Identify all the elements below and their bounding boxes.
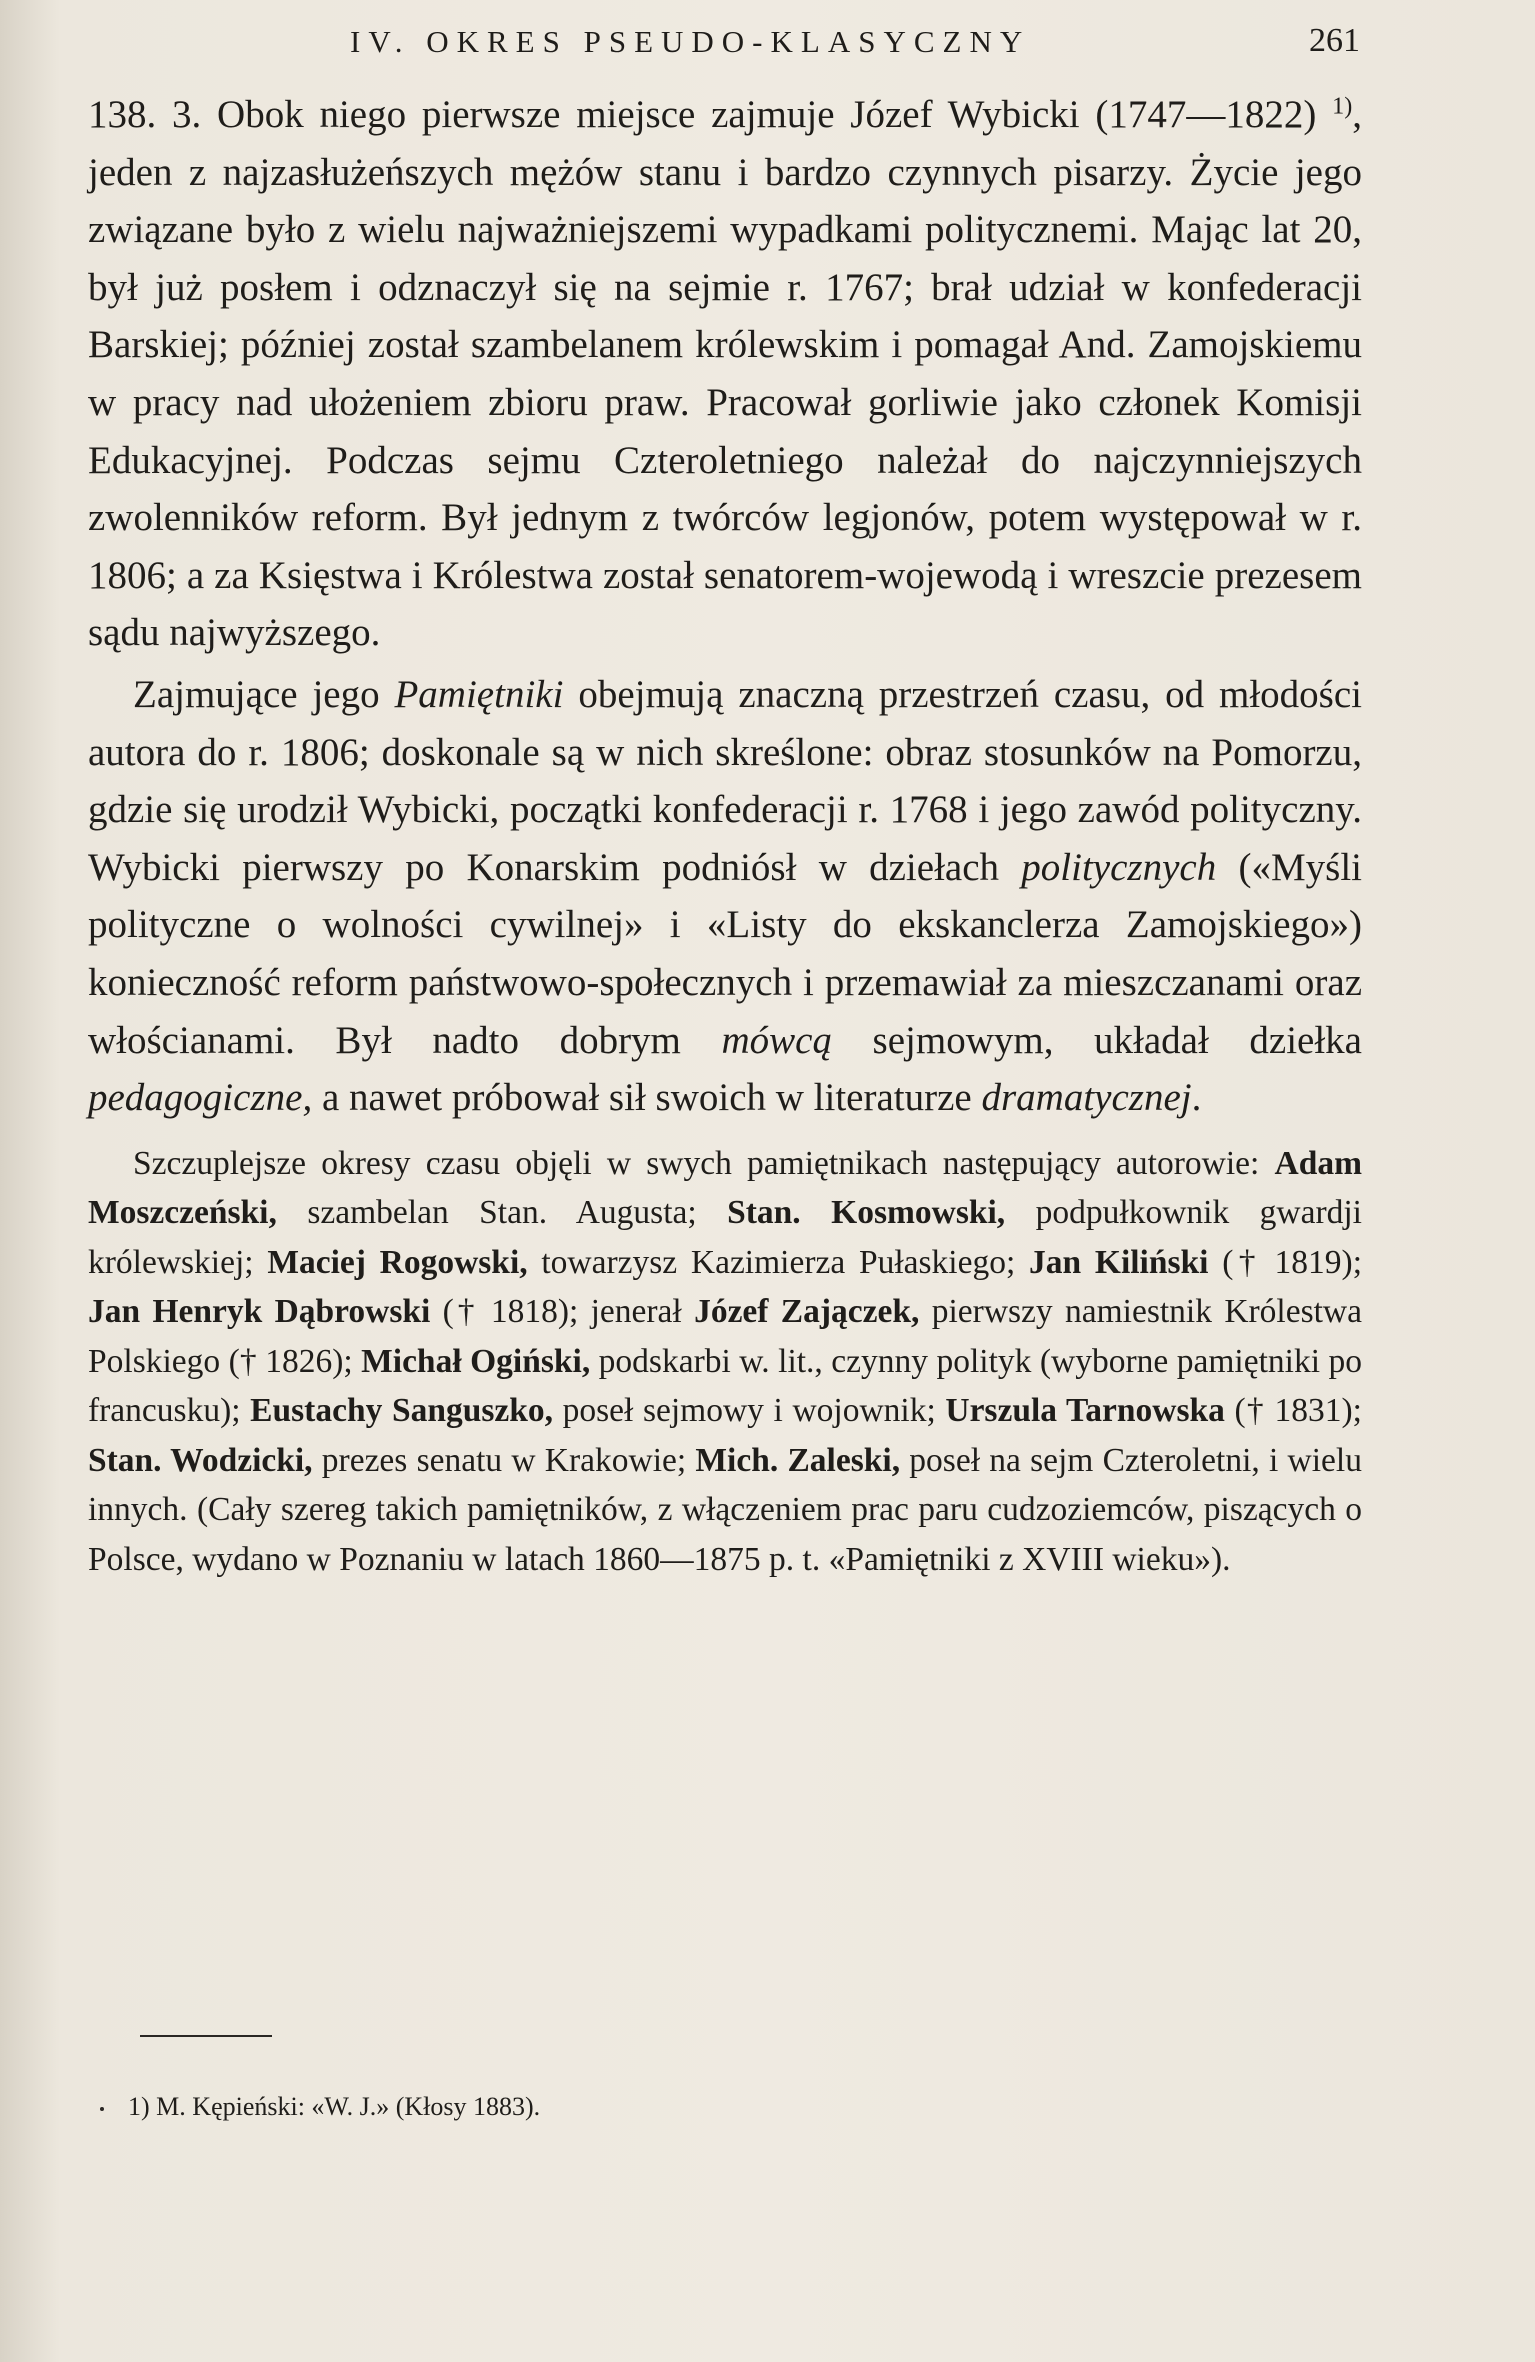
text-run: , jeden z najzasłużeńszych mężów stanu i bardzo czynnych pisarzy. Życie jego związane było z wielu najważniejszemi wypadkami politycznemi. Mając lat 20, był już posłem i odznaczył się na sejmie r. 1767; brał udział w konfederacji Barskiej; później został szambelanem królewskim i pomagał And. Zamojskiemu w pracy nad ułożeniem zbioru praw. Pracował gorliwie jako członek Komisji Edukacyjnej. Podczas sejmu Czteroletniego należał do najczynniejszych zwolenników reform. Był jednym z twórców legjonów, potem występował w r. 1806; a za Księstwa i Królestwa został senatorem-wojewodą i wreszcie prezesem sądu najwyższego. bbox=[88, 93, 1362, 655]
bold-name: Adam Moszczeński, bbox=[88, 1144, 1362, 1232]
italic-term: politycznych bbox=[1021, 845, 1217, 889]
margin-dot bbox=[100, 2107, 104, 2111]
page-header bbox=[88, 22, 1360, 72]
text-run: († 1819); bbox=[1208, 1243, 1363, 1281]
paragraph-small-print bbox=[88, 1139, 1362, 1585]
text-run: pierwszy namiestnik Królestwa Polskiego († 1826); bbox=[88, 1293, 1362, 1380]
footnote-marker: 1) bbox=[128, 2092, 150, 2121]
bold-name: Urszula Tarnowska bbox=[945, 1392, 1225, 1430]
bold-name: Mich. Zaleski, bbox=[695, 1441, 901, 1479]
text-run: podpułkownik gwardji królewskiej; bbox=[88, 1194, 1362, 1281]
italic-term: mówcą bbox=[721, 1018, 832, 1062]
paragraph-pamietniki bbox=[88, 666, 1362, 1127]
running-title: IV. OKRES PSEUDO-KLASYCZNY bbox=[350, 24, 1031, 59]
bold-name: Eustachy Sanguszko, bbox=[250, 1392, 554, 1430]
text-run: prezes senatu w Krakowie; bbox=[312, 1441, 696, 1479]
bold-name: Józef Zajączek, bbox=[694, 1293, 920, 1331]
text-run: († 1818); jenerał bbox=[430, 1293, 695, 1331]
text-run: Obok niego pierwsze miejsce zajmuje Józef Wybicki (1747—1822) bbox=[201, 93, 1333, 136]
text-run: . bbox=[1191, 1076, 1202, 1120]
text-run: («Myśli polityczne o wolności cywilnej» i «Listy do ekskanclerza Zamojskiego») konieczność reform państwowo-społecznych i przemawiał za mieszczanami oraz włościanami. Był nadto dobrym bbox=[88, 845, 1363, 1062]
page-number: 261 bbox=[1309, 22, 1360, 59]
text-run: poseł sejmowy i wojownik; bbox=[553, 1392, 946, 1430]
italic-term: dramatycznej bbox=[981, 1076, 1192, 1120]
bold-name: Michał Ogiński, bbox=[361, 1342, 591, 1380]
text-run: podskarbi w. lit., czynny polityk (wyborne pamiętniki po francusku); bbox=[88, 1342, 1362, 1430]
italic-term: pedagogiczne, bbox=[88, 1076, 313, 1120]
italic-term: Pamiętniki bbox=[394, 672, 564, 716]
text-run: towarzysz Kazimierza Pułaskiego; bbox=[527, 1243, 1030, 1281]
text-run: szambelan Stan. Augusta; bbox=[276, 1194, 728, 1232]
bold-name: Jan Kiliński bbox=[1029, 1243, 1209, 1281]
text-run: Zajmujące jego bbox=[133, 672, 395, 716]
text-run: († 1831); bbox=[1224, 1392, 1362, 1430]
footnote-reference: 1) bbox=[1332, 92, 1353, 120]
bold-name: Maciej Rogowski, bbox=[267, 1243, 528, 1281]
text-run: a nawet próbował sił swoich w literaturze bbox=[312, 1076, 982, 1120]
main-text bbox=[88, 86, 1362, 1584]
bold-name: Jan Henryk Dąbrowski bbox=[88, 1293, 431, 1331]
text-run: sejmowym, układał dziełka bbox=[831, 1018, 1362, 1062]
section-number: 138. 3. bbox=[88, 93, 202, 136]
footnote-text: M. Kępieński: «W. J.» (Kłosy 1883). bbox=[149, 2092, 541, 2121]
paragraph-138 bbox=[88, 86, 1362, 662]
footnote-separator bbox=[140, 2035, 272, 2037]
bold-name: Stan. Kosmowski, bbox=[727, 1194, 1006, 1232]
footnote bbox=[100, 2092, 540, 2122]
text-run: poseł na sejm Czteroletni, i wielu innych. (Cały szereg takich pamiętników, z włączeniem prac paru cudzoziemców, piszących o Polsce, wydano w Poznaniu w latach 1860—1875 p. t. «Pamiętniki z XVIII wieku»). bbox=[88, 1441, 1362, 1578]
bold-name: Stan. Wodzicki, bbox=[88, 1441, 313, 1479]
text-run: obejmują znaczną przestrzeń czasu, od młodości autora do r. 1806; doskonale są w nich skreślone: obraz stosunków na Pomorzu, gdzie się urodził Wybicki, początki konfederacji r. 1768 i jego zawód polityczny. Wybicki pierwszy po Konarskim podniósł w dziełach bbox=[88, 672, 1362, 889]
text-run: Szczuplejsze okresy czasu objęli w swych pamiętnikach następujący autorowie: bbox=[133, 1144, 1275, 1182]
